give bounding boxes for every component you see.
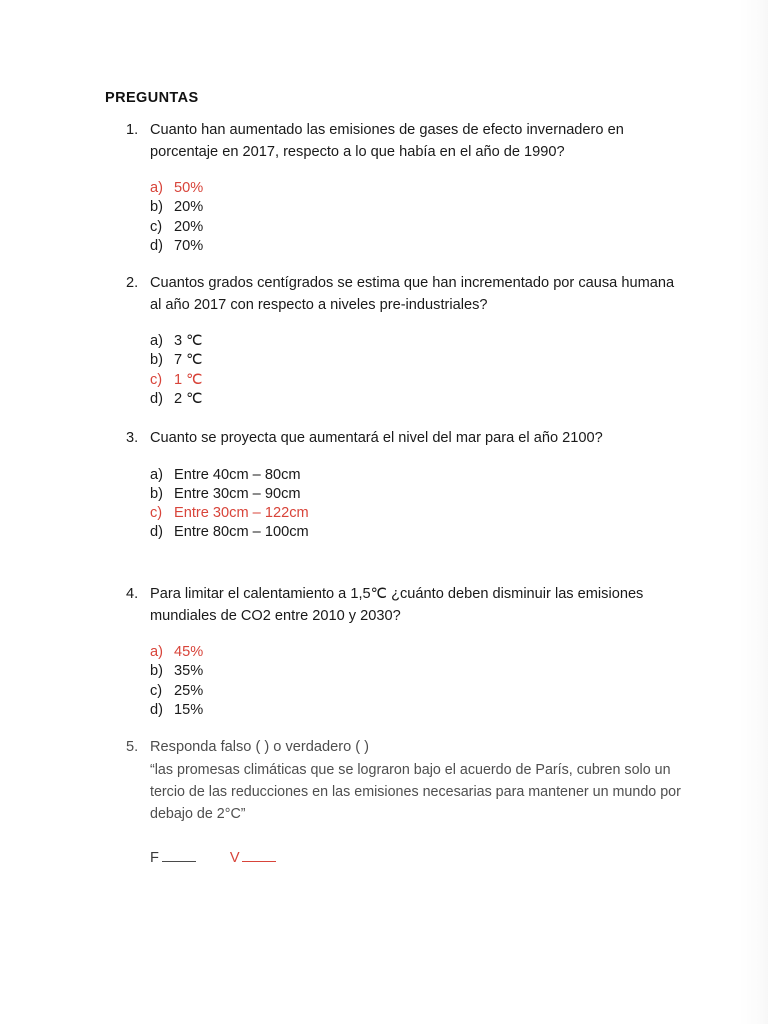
question-line xyxy=(126,428,686,450)
option-a[interactable] xyxy=(150,332,686,351)
option-text: 45% xyxy=(174,644,204,660)
option-b[interactable] xyxy=(150,351,686,370)
question-block-4 xyxy=(126,584,686,720)
option-label: d) xyxy=(150,701,163,718)
option-d[interactable] xyxy=(150,237,686,256)
question-text: Responda falso ( ) o verdadero ( ) xyxy=(150,739,370,755)
option-c[interactable] xyxy=(150,218,686,237)
option-text: 15% xyxy=(174,701,204,718)
question-number: 3. xyxy=(126,430,139,446)
question-text: Cuanto han aumentado las emisiones de gases de efecto invernadero en porcentaje en 2017, respecto a lo que había en el año de 1990? xyxy=(150,122,624,160)
option-text: Entre 80cm – 100cm xyxy=(174,524,309,541)
option-b[interactable] xyxy=(150,198,686,217)
option-text: 1 ℃ xyxy=(174,371,203,388)
option-a[interactable] xyxy=(150,643,686,662)
options-list xyxy=(150,643,686,720)
question-number: 1. xyxy=(126,122,139,138)
page-title: PREGUNTAS xyxy=(105,90,199,106)
option-label: b) xyxy=(150,352,163,369)
question-text: Cuantos grados centígrados se estima que han incrementado por causa humana al año 2017 con respecto a niveles pre-industriales? xyxy=(150,275,675,313)
option-text: 25% xyxy=(174,682,204,699)
option-text: Entre 40cm – 80cm xyxy=(174,466,301,483)
option-c[interactable] xyxy=(150,371,686,390)
option-label: a) xyxy=(150,466,163,483)
question-block-5 xyxy=(126,737,686,866)
question-quote: “las promesas climáticas que se lograron bajo el acuerdo de París, cubren solo un tercio de las reducciones en las emisiones necesarias para mantener un mundo por debajo de 2°C” xyxy=(150,761,681,822)
question-text: Para limitar el calentamiento a 1,5℃ ¿cuánto deben disminuir las emisiones mundiales de CO2 entre 2010 y 2030? xyxy=(150,586,644,624)
option-d[interactable] xyxy=(150,390,686,409)
option-text: 35% xyxy=(174,663,204,680)
options-list xyxy=(150,332,686,409)
option-text: 2 ℃ xyxy=(174,390,203,407)
option-text: 50% xyxy=(174,180,204,196)
question-text: Cuanto se proyecta que aumentará el nivel del mar para el año 2100? xyxy=(150,430,603,446)
question-line xyxy=(126,273,686,316)
option-text: 20% xyxy=(174,199,204,216)
option-d[interactable] xyxy=(150,523,686,542)
true-label: V xyxy=(229,849,240,866)
question-block-1 xyxy=(126,120,686,256)
option-label: c) xyxy=(150,371,163,388)
option-label: c) xyxy=(150,505,163,522)
options-list xyxy=(150,179,686,256)
option-label: d) xyxy=(150,390,163,407)
question-line xyxy=(126,584,686,627)
option-d[interactable] xyxy=(150,701,686,720)
option-a[interactable] xyxy=(150,466,686,485)
option-text: Entre 30cm – 90cm xyxy=(174,485,301,502)
option-label: b) xyxy=(150,199,163,216)
option-c[interactable] xyxy=(150,682,686,701)
option-label: b) xyxy=(150,663,163,680)
option-label: a) xyxy=(150,180,163,196)
option-text: 3 ℃ xyxy=(174,333,203,349)
question-number: 2. xyxy=(126,275,139,291)
question-block-3 xyxy=(126,428,686,543)
options-list xyxy=(150,466,686,543)
option-label: d) xyxy=(150,524,163,541)
true-blank[interactable] xyxy=(242,847,276,862)
question-line xyxy=(126,737,686,759)
option-label: a) xyxy=(150,644,163,660)
option-text: 20% xyxy=(174,218,204,235)
option-b[interactable] xyxy=(150,662,686,681)
true-false-answer-row xyxy=(150,847,686,866)
question-block-2 xyxy=(126,273,686,409)
question-number: 5. xyxy=(126,739,139,755)
option-text: Entre 30cm – 122cm xyxy=(174,505,309,522)
option-text: 7 ℃ xyxy=(174,352,203,369)
question-line xyxy=(126,120,686,163)
false-label: F xyxy=(150,849,159,866)
option-b[interactable] xyxy=(150,485,686,504)
option-label: d) xyxy=(150,237,163,254)
option-c[interactable] xyxy=(150,504,686,523)
option-label: c) xyxy=(150,682,163,699)
question-number: 4. xyxy=(126,586,139,602)
option-label: a) xyxy=(150,333,163,349)
option-a[interactable] xyxy=(150,179,686,198)
option-text: 70% xyxy=(174,237,204,254)
option-label: c) xyxy=(150,218,163,235)
false-blank[interactable] xyxy=(162,847,196,862)
option-label: b) xyxy=(150,485,163,502)
